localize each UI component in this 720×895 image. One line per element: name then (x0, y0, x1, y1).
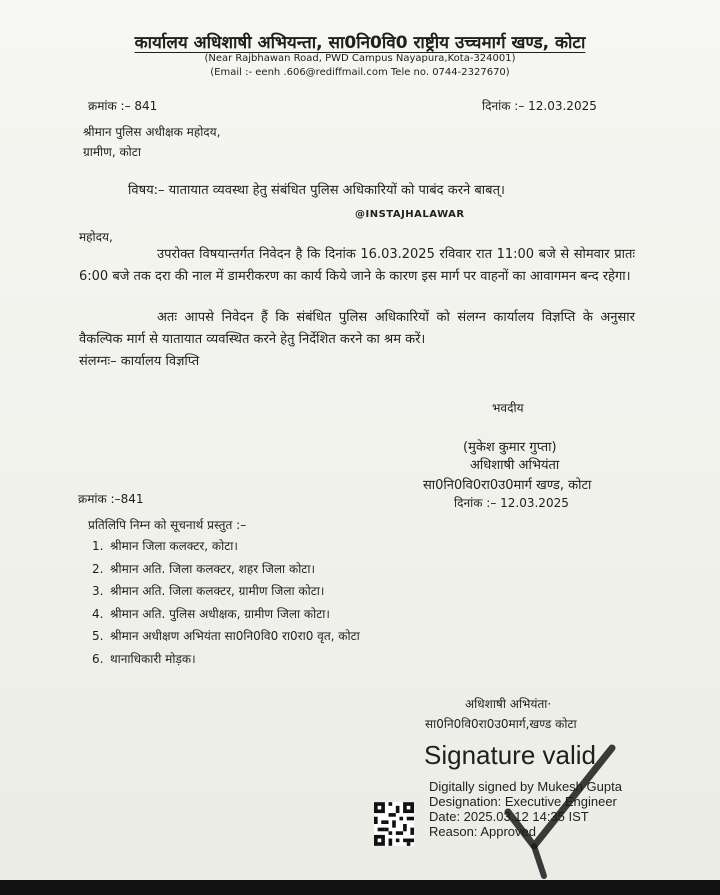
copy-list (92, 535, 360, 670)
enclosure-line: संलग्नः– कार्यालय विज्ञप्ति (79, 354, 200, 369)
closing-yours: भवदीय (492, 401, 524, 415)
list-item: 4. श्रीमान अति. पुलिस अधीक्षक, ग्रामीण जिला कोटा। (92, 606, 330, 621)
signatory-office: सा0नि0वि0रा0उ0मार्ग खण्ड, कोटा (423, 478, 592, 493)
body-paragraph-2: अतः आपसे निवेदन हैं कि संबंधित पुलिस अधिकारियों को संलग्न कार्यालय विज्ञप्ति के अनुसार वैकल्पिक मार्ग से यातायात व्यवस्थित करने हेतु निर्देशित करने का श्रम करें। (79, 310, 635, 347)
reference-number: क्रमांक :– 841 (88, 99, 158, 113)
footer-office: सा0नि0वि0रा0उ0मार्ग,खण्ड कोटा (425, 717, 577, 731)
list-item: 3. श्रीमान अति. जिला कलक्टर, ग्रामीण जिला कोटा। (92, 584, 325, 598)
list-item: 5. श्रीमान अधीक्षण अभियंता सा0नि0वि0 रा0रा0 वृत, कोटा (92, 629, 360, 643)
signature-check-icon (500, 742, 620, 882)
body-paragraph-1: उपरोक्त विषयान्तर्गत निवेदन है कि दिनांक 16.03.2025 रविवार रात 11:00 बजे से सोमवार प्रातः 6:00 बजे तक दरा की नाल में डामरीकरण का कार्य किये जाने के कारण इस मार्ग पर वाहनों का आवागमन बन्द रहेगा। (79, 247, 635, 284)
salutation: महोदय, (79, 230, 113, 244)
signature-signed-by: Digitally signed by Mukesh Gupta (429, 779, 622, 794)
watermark-text: @INSTAJHALAWAR (355, 209, 465, 220)
copy-reference-number: क्रमांक :–841 (78, 492, 144, 506)
copy-intro: प्रतिलिपि निम्न को सूचनार्थ प्रस्तुत :– (88, 518, 247, 532)
subject-line: विषय:– यातायात व्यवस्था हेतु संबंधित पुलिस अधिकारियों को पाबंद करने बाबत्। (128, 183, 505, 198)
signature-date: Date: 2025.03.12 14:35 IST (429, 809, 589, 824)
signatory-name: (मुकेश कुमार गुप्ता) (463, 440, 557, 455)
closing-date: दिनांक :– 12.03.2025 (454, 496, 569, 510)
list-item: 1. श्रीमान जिला कलक्टर, कोटा। (92, 539, 238, 553)
signature-designation: Designation: Executive Engineer (429, 794, 617, 809)
signature-status: Signature valid (424, 740, 596, 770)
list-item: 6. थानाधिकारी मोड़क। (92, 651, 196, 666)
footer-designation: अधिशाषी अभियंता· (465, 697, 552, 711)
office-address: (Near Rajbhawan Road, PWD Campus Nayapura,Kota-324001) (204, 53, 516, 64)
recipient-line-2: ग्रामीण, कोटा (83, 145, 141, 159)
office-contact: (Email :- eenh .606@rediffmail.com Tele no. 0744-2327670) (210, 67, 510, 78)
signature-reason: Reason: Approved (429, 824, 536, 839)
recipient-line-1: श्रीमान पुलिस अधीक्षक महोदय, (83, 125, 221, 139)
letter-date: दिनांक :– 12.03.2025 (482, 99, 597, 113)
qr-code-icon (374, 802, 414, 846)
list-item: 2. श्रीमान अति. जिला कलक्टर, शहर जिला कोटा। (92, 561, 316, 576)
bottom-edge (0, 880, 720, 895)
office-title: कार्यालय अधिशाषी अभियन्ता, सा0नि0वि0 राष्ट्रीय उच्चमार्ग खण्ड, कोटा (134, 33, 586, 53)
signatory-designation: अधिशाषी अभियंता (470, 458, 560, 473)
